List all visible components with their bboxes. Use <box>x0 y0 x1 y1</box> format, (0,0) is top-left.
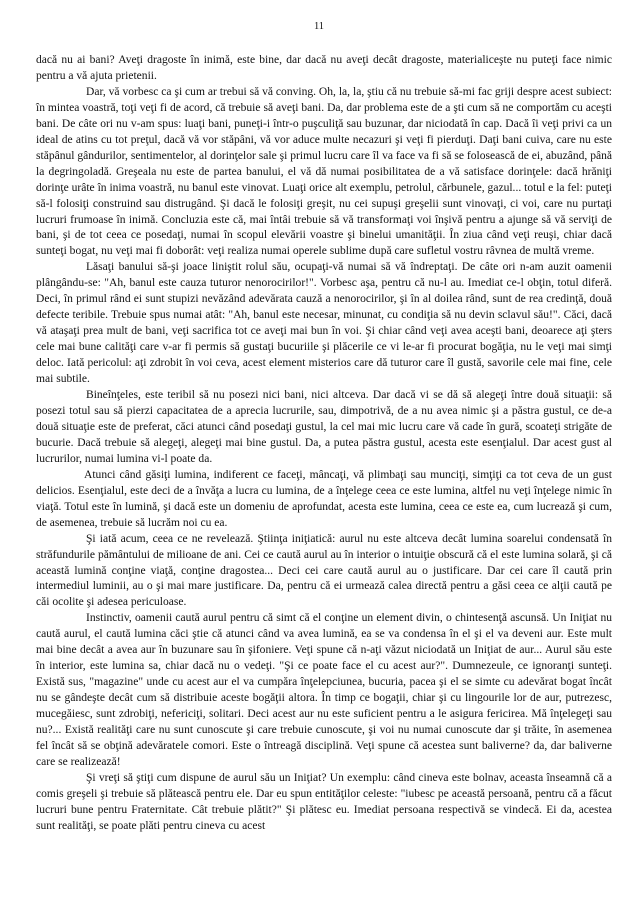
paragraph-3: Lăsaţi banului să-şi joace liniştit rolul său, ocupaţi-vă numai să vă îndreptaţi. De câte ori n-am auzit oamenii plângându-se: "Ah, banul este cauza tuturor nenorocirilor!". Vorbesc aşa, pentru că nu-l au. Imediat ce-l obţin, totul diferă. Deci, în primul rând ei sunt stupizi nevăzând adevărata cauză a nenorocirilor, şi în al doilea rând, sunt de rea credinţă, două defecte teribile. Trebuie spus numai atât: "Ah, banul este necesar, minunat, cu condiţia să nu devin sclavul său!". Căci, dacă vă ataşaţi prea mult de bani, veţi sacrifica tot ce aveţi mai bun în voi. Şi chiar când veţi avea aceşti bani, deoarece aţi şters cele mai bune calităţi care v-ar fi permis să gustaţi bucuriile şi plăcerile ce vi le-ar fi procurat bogăţia, nu le veţi mai simţi deloc. Iată pericolul: aţi zdrobit în voi ceva, acest element misterios care dă tuturor care îl gustă, savorile cele mai fine, cele mai subtile. <box>36 261 612 386</box>
paragraph-1: dacă nu ai bani? Aveţi dragoste în inimă, este bine, dar dacă nu aveţi decât dragoste, materialiceşte nu puteţi face nimic pentru a vă ajuta prietenii. <box>36 54 612 82</box>
body-text <box>36 53 612 835</box>
paragraph-2: Dar, vă vorbesc ca şi cum ar trebui să vă conving. Oh, la, la, ştiu că nu trebuie să-mi fac griji despre acest subiect: în mintea voastră, toţi veţi fi de acord, că trebuie să aveţi bani. Da, dar problema este de a şti cum să ne comportăm cu aceşti bani. De câte ori nu v-am spus: luaţi bani, puneţi-i într-o puşculiţă sau buzunar, dar niciodată în cap. Dacă îi veţi privi ca un ideal de atins cu tot preţul, dacă vă vor stăpâni, vă vor aduce multe necazuri şi veţi fi pierduţi. Daţi bani cuiva, care nu este stăpânul gândurilor, sentimentelor, al dorinţelor sale şi primul lucru care îl va face va fi să se folosească de ei, abuzând, până la degringoladă. Greşeala nu este de partea banului, el vă dă numai posibilitatea de a vă satisface dorinţele: dacă hrăniţi dorinţe urâte în inima voastră, nu banul este vinovat. Luaţi orice alt exemplu, petrolul, cărbunele, gazul... totul e la fel: puteţi să-l folosiţi construind sau distrugând. Şi dacă le folosiţi greşit, nu cei supuşi greşelii sunt vinovaţi, ci voi, care nu purtaţi lucruri frumoase în inimă. Concluzia este că, mai întâi trebuie să vă transformaţi voi înşivă pentru a ajunge să vă serviţi de bani, şi de tot ceea ce posedaţi, numai în scopul elevării voastre şi binelui umanităţii. În ziua când veţi reuşi, chiar dacă sunteţi bogat, nu veţi mai fi doborât: veţi realiza numai operele sublime după care sufletul vostru râvnea de multă vreme. <box>36 85 612 258</box>
page-number: 11 <box>313 21 325 32</box>
paragraph-8: Şi vreţi să ştiţi cum dispune de aurul său un Iniţiat? Un exemplu: când cineva este bolnav, aceasta înseamnă că a comis greşeli şi trebuie să plătească pentru ele. Dar eu spun entităţilor celeste: "iubesc pe această persoană, pentru că a făcut lucruri bune pentru Fraternitate. Cât trebuie plătit?" Şi plătesc eu. Imediat persoana respectivă se vindecă. Ei da, acestea sunt realităţi, se poate plăti pentru cineva cu acest <box>36 771 612 832</box>
paragraph-5: Atunci când găsiţi lumina, indiferent ce faceţi, mâncaţi, vă plimbaţi sau munciţi, simţiţi ca tot ceva de un gust delicios. Esenţialul, este deci de a învăţa a lucra cu lumina, de a înţelege ceea ce este lumina, altfel nu veţi înţelege nimic în viaţă. Totul este în lumină, şi dacă este un domeniu de aprofundat, acesta este lumina, ceea ce este ea, cum lucrează şi cum, de asemenea, trebuie să lucrăm noi cu ea. <box>36 468 612 529</box>
paragraph-4: Bineînţeles, este teribil să nu posezi nici bani, nici altceva. Dar dacă vi se dă să alegeţi între două situaţii: să posezi totul sau să pierzi capacitatea de a aprecia lucrurile, sau, dimpotrivă, de a nu avea nimic şi a păstra gustul, ce de-a două situaţie este de preferat, căci atunci când posedaţi gustul, la cel mai mic lucru care vă cade în gură, scoateţi strigăte de bucurie. Dacă trebuie să alegeţi, alegeţi mai bine gustul. Da, a putea păstra gustul, acesta este esenţialul. Dar acest gust al lucrurilor, numai lumina vi-l poate da. <box>36 389 612 465</box>
paragraph-7: Instinctiv, oamenii caută aurul pentru că simt că el conţine un element divin, o chintesenţă ascunsă. Un Iniţiat nu caută aurul, el caută lumina căci ştie că atunci când va avea lumină, ea se va condensa în el şi el va deveni aur. Este mult mai bine decât a avea aur în buzunare sau în şifoniere. Veţi spune că n-aţi văzut niciodată un Iniţiat de aur... Aurul său este în interior, este lumina sa, chiar dacă nu o vedeţi. "Şi ce poate face el cu acest aur?". Dumnezeule, ce ignoranţi sunteţi. Există sus, "magazine" unde cu acest aur el va cumpăra înţelepciunea, bucuria, pacea şi el se simte cu adevărat bogat încât nu se gândeşte decât cum să distribuie aceste bogăţii altora. În timp ce bogaţii, chiar şi cu lingourile lor de aur, putrezesc, mucegăiesc, sunt zdrobiţi, nefericiţi, solitari. Deci acest aur nu este suficient pentru a le asigura fericirea. Mă înţelegeţi sau nu?... Există realităţi care nu sunt cunoscute şi care trebuie cunoscute, şi voi nu numai cunoscute dar şi trăite, în asemenea fel încât să se obţină adevăratele comori. Este o întreagă disciplină. Veţi spune că acestea sunt baliverne? da, dar baliverne care se realizează! <box>36 612 612 768</box>
paragraph-6: Şi iată acum, ceea ce ne revelează. Ştiinţa iniţiatică: aurul nu este altceva decât lumina soarelui condensată în străfundurile pământului de milioane de ani. Cei ce caută aurul au în interior o intuiţie obscură că el este lumina solară, şi că această lumină conţine viaţă, conţine dragostea... Deci cei care caută aurul au o justificare. Dar cei care îl caută prin intermediul luminii, au o şi mai mare justificare. Da, pentru că ei urmează calea directă pentru a găsi ceea ce alţii caută pe căi ocolite şi adesea periculoase. <box>36 532 612 609</box>
